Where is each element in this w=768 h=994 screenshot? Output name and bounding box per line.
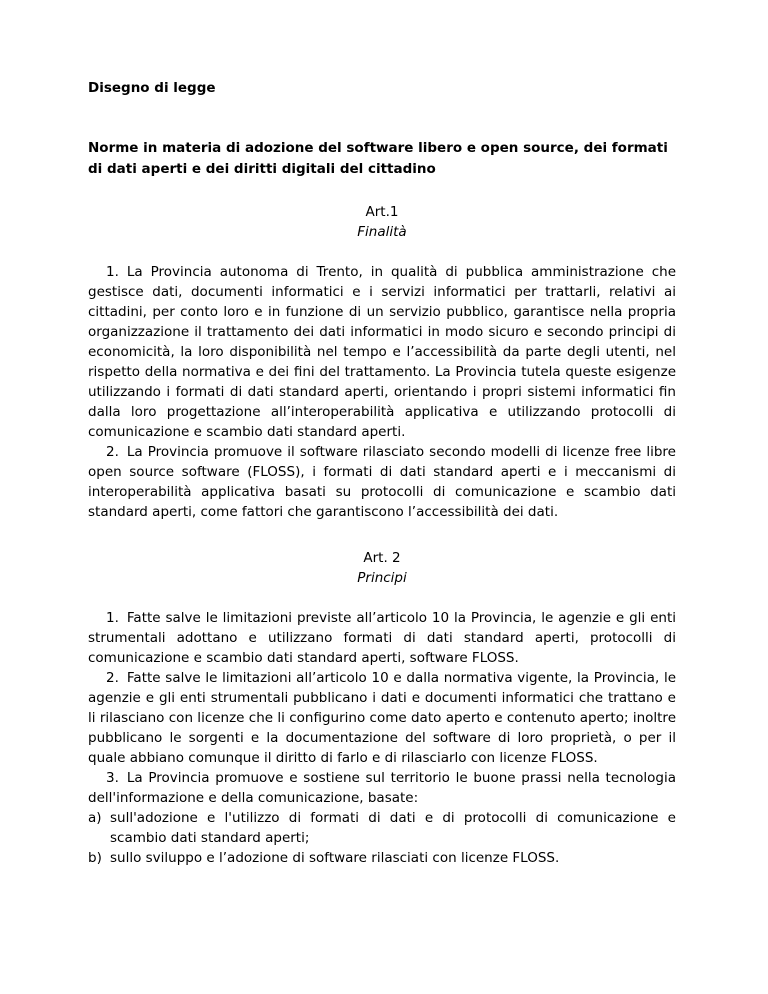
list-item-text: sull'adozione e l'utilizzo di formati di dati e di protocolli di comunicazione e scambio dati standard aperti; bbox=[110, 810, 676, 846]
paragraph bbox=[88, 442, 676, 522]
paragraph bbox=[88, 668, 676, 768]
paragraph-number: 2. bbox=[106, 444, 119, 460]
list-letter: b) bbox=[88, 850, 102, 866]
list-letter: a) bbox=[88, 810, 102, 826]
article-number: Art. 2 bbox=[363, 550, 401, 566]
document-title: Norme in materia di adozione del software libero e open source, dei formati di dati aperti e dei diritti digitali del cittadino bbox=[88, 140, 668, 177]
paragraph-text: Fatte salve le limitazioni all’articolo 10 e dalla normativa vigente, la Provincia, le agenzie e gli enti strumentali pubblicano i dati e documenti informatici che trattano e li rilasciano con licenze che li configurino come dato aperto e contenuto aperto; inoltre pubblicano le sorgenti e la documentazione del software di loro proprietà, o per il quale abbiano comunque il diritto di farlo e di rilasciarlo con licenze FLOSS. bbox=[88, 670, 676, 766]
paragraph-number: 2. bbox=[106, 670, 119, 686]
document-type: Disegno di legge bbox=[88, 80, 216, 96]
paragraph bbox=[88, 768, 676, 808]
paragraph bbox=[88, 262, 676, 442]
paragraph-text: La Provincia autonoma di Trento, in qualità di pubblica amministrazione che gestisce dati, documenti informatici e i servizi informatici per trattarli, relativi ai cittadini, per conto loro e in funzione di un servizio pubblico, garantisce nella propria organizzazione il trattamento dei dati informatici in modo sicuro e secondo principi di economicità, la loro disponibilità nel tempo e l’accessibilità da parte degli utenti, nel rispetto della normativa e dei fini del trattamento. La Provincia tutela queste esigenze utilizzando i formati di dati standard aperti, orientando i propri sistemi informatici fin dalla loro progettazione all’interoperabilità applicativa e utilizzando protocolli di comunicazione e scambio dati standard aperti. bbox=[88, 264, 676, 440]
list-item bbox=[88, 848, 676, 868]
paragraph-number: 1. bbox=[106, 264, 119, 280]
lettered-list bbox=[88, 808, 676, 868]
paragraph-number: 1. bbox=[106, 610, 119, 626]
paragraph-text: La Provincia promuove e sostiene sul territorio le buone prassi nella tecnologia dell'informazione e della comunicazione, basate: bbox=[88, 770, 676, 806]
article-heading: Principi bbox=[357, 570, 407, 586]
article-2 bbox=[88, 548, 676, 868]
list-item-text: sullo sviluppo e l’adozione di software rilasciati con licenze FLOSS. bbox=[110, 850, 560, 866]
paragraph bbox=[88, 608, 676, 668]
list-item bbox=[88, 808, 676, 848]
article-number: Art.1 bbox=[365, 204, 399, 220]
article-1 bbox=[88, 202, 676, 522]
article-heading: Finalità bbox=[357, 224, 407, 240]
paragraph-text: Fatte salve le limitazioni previste all’articolo 10 la Provincia, le agenzie e gli enti strumentali adottano e utilizzano formati di dati standard aperti, protocolli di comunicazione e scambio dati standard aperti, software FLOSS. bbox=[88, 610, 676, 666]
paragraph-text: La Provincia promuove il software rilasciato secondo modelli di licenze free libre open source software (FLOSS), i formati di dati standard aperti e i meccanismi di interoperabilità applicativa basati su protocolli di comunicazione e scambio dati standard aperti, come fattori che garantiscono l’accessibilità dei dati. bbox=[88, 444, 676, 520]
document-page bbox=[88, 78, 676, 868]
paragraph-number: 3. bbox=[106, 770, 119, 786]
